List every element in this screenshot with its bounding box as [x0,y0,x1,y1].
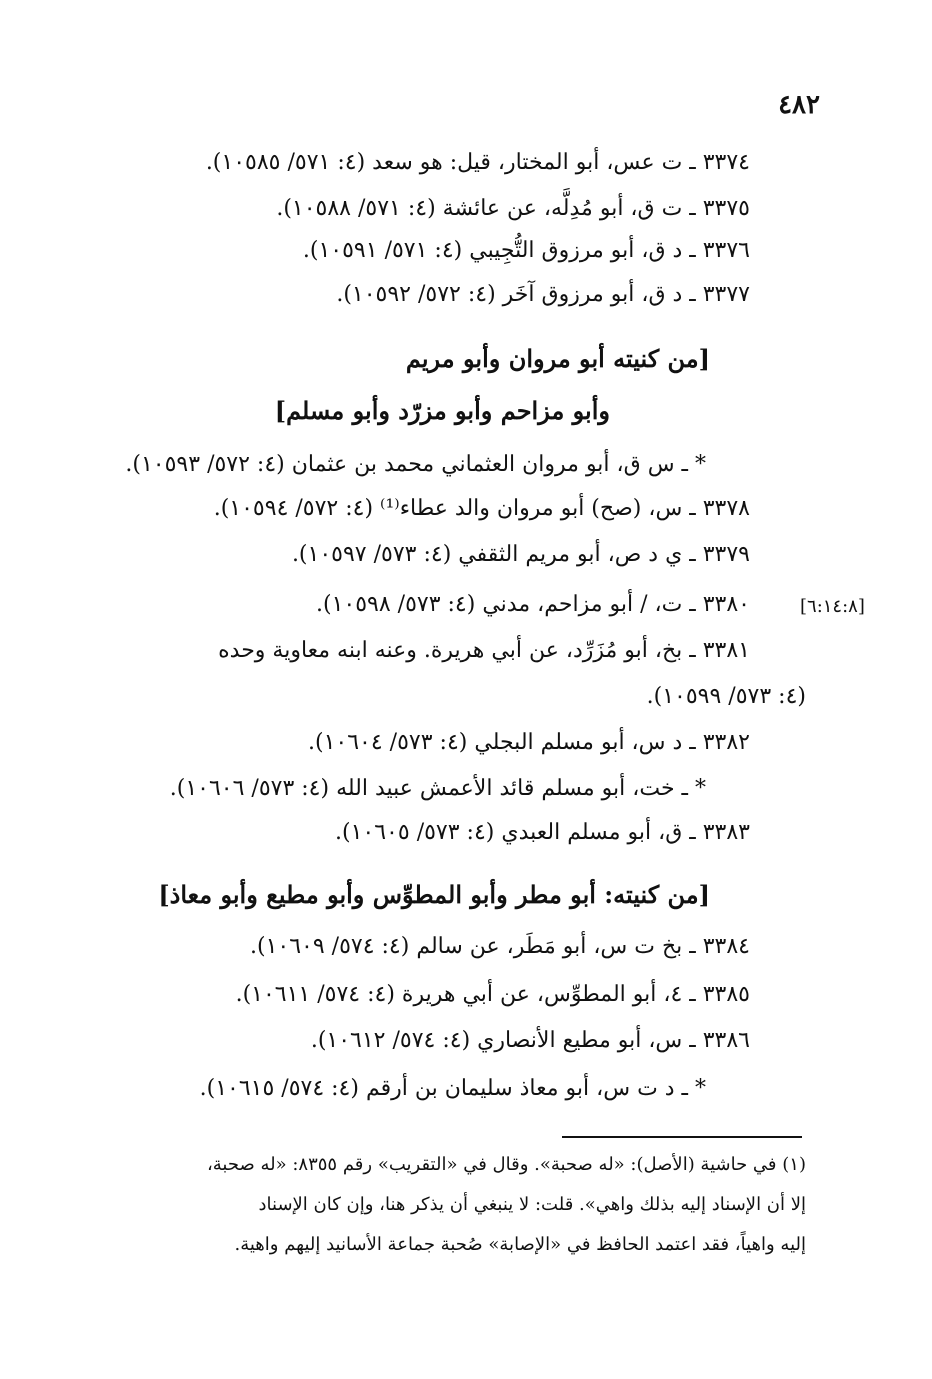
entry-3380: ٣٣٨٠ ـ ت، / أبو مزاحم، مدني (٤: ٥٧٣/ ١٠٥٩٨). [315,592,750,617]
entry-3374: ٣٣٧٤ ـ ت عس، أبو المختار، قيل: هو سعد (٤: ٥٧١/ ١٠٥٨٥). [205,150,750,175]
entry-3384: ٣٣٨٤ ـ بخ ت س، أبو مَطَر، عن سالم (٤: ٥٧٤/ ١٠٦٠٩). [249,934,750,959]
section-heading-1-line-2: وأبو مزاحم وأبو مزرّد وأبو مسلم] [274,396,610,425]
entry-3375: ٣٣٧٥ ـ ت ق، أبو مُدِلَّه، عن عائشة (٤: ٥٧١/ ١٠٥٨٨). [276,196,750,221]
entry-3377: ٣٣٧٧ ـ د ق، أبو مرزوق آخَر (٤: ٥٧٢/ ١٠٥٩٢). [336,282,750,307]
entry-3381-continued: (٤: ٥٧٣/ ١٠٥٩٩). [646,684,806,709]
entry-3381: ٣٣٨١ ـ بخ، أبو مُزَرِّد، عن أبي هريرة. وعنه ابنه معاوية وحده [218,638,750,663]
entry-3376: ٣٣٧٦ ـ د ق، أبو مرزوق التُّجِيبي (٤: ٥٧١/ ١٠٥٩١). [302,238,750,263]
entry-3386: ٣٣٨٦ ـ س، أبو مطيع الأنصاري (٤: ٥٧٤/ ١٠٦١٢). [310,1028,750,1053]
entry-3382: ٣٣٨٢ ـ د س، أبو مسلم البجلي (٤: ٥٧٣/ ١٠٦٠٤). [308,730,750,755]
entry-star-abu-muslim: * ـ خت، أبو مسلم قائد الأعمش عبيد الله (٤: ٥٧٣/ ١٠٦٠٦). [169,776,706,801]
section-heading-1-line-1: [من كنيته أبو مروان وأبو مريم [405,344,710,373]
entry-3378: ٣٣٧٨ ـ س، (صح) أبو مروان والد عطاء⁽¹⁾ (٤: ٥٧٢/ ١٠٥٩٤). [213,496,750,521]
entry-3385: ٣٣٨٥ ـ ٤، أبو المطوِّس، عن أبي هريرة (٤: ٥٧٤/ ١٠٦١١). [235,982,750,1007]
entry-star-abu-marwan: * ـ س ق، أبو مروان العثماني محمد بن عثمان (٤: ٥٧٢/ ١٠٥٩٣). [125,452,706,477]
entry-3383: ٣٣٨٣ ـ ق، أبو مسلم العبدي (٤: ٥٧٣/ ١٠٦٠٥). [335,820,750,845]
footnote-line-2: إلا أن الإسناد إليه بذلك واهي». قلت: لا ينبغي أن يذكر هنا، وإن كان الإسناد [258,1194,806,1215]
section-heading-2: [من كنيته: أبو مطر وأبو المطوِّس وأبو مطيع وأبو معاذ] [158,880,710,909]
margin-note: [٦:١٤:٨] [800,596,865,617]
footnote-line-1: (١) في حاشية (الأصل): «له صحبة». وقال في «التقريب» رقم ٨٣٥٥: «له صحبة، [206,1154,806,1175]
page-number: ٤٨٢ [778,90,820,120]
footnote-line-3: إليه واهياً، فقد اعتمد الحافظ في «الإصابة» صُحبة جماعة الأسانيد إليهم واهية. [234,1234,806,1255]
entry-3379: ٣٣٧٩ ـ ي د ص، أبو مريم الثقفي (٤: ٥٧٣/ ١٠٥٩٧). [291,542,750,567]
footnote-divider [562,1136,802,1138]
entry-star-abu-muadh: * ـ د ت س، أبو معاذ سليمان بن أرقم (٤: ٥٧٤/ ١٠٦١٥). [199,1076,706,1101]
